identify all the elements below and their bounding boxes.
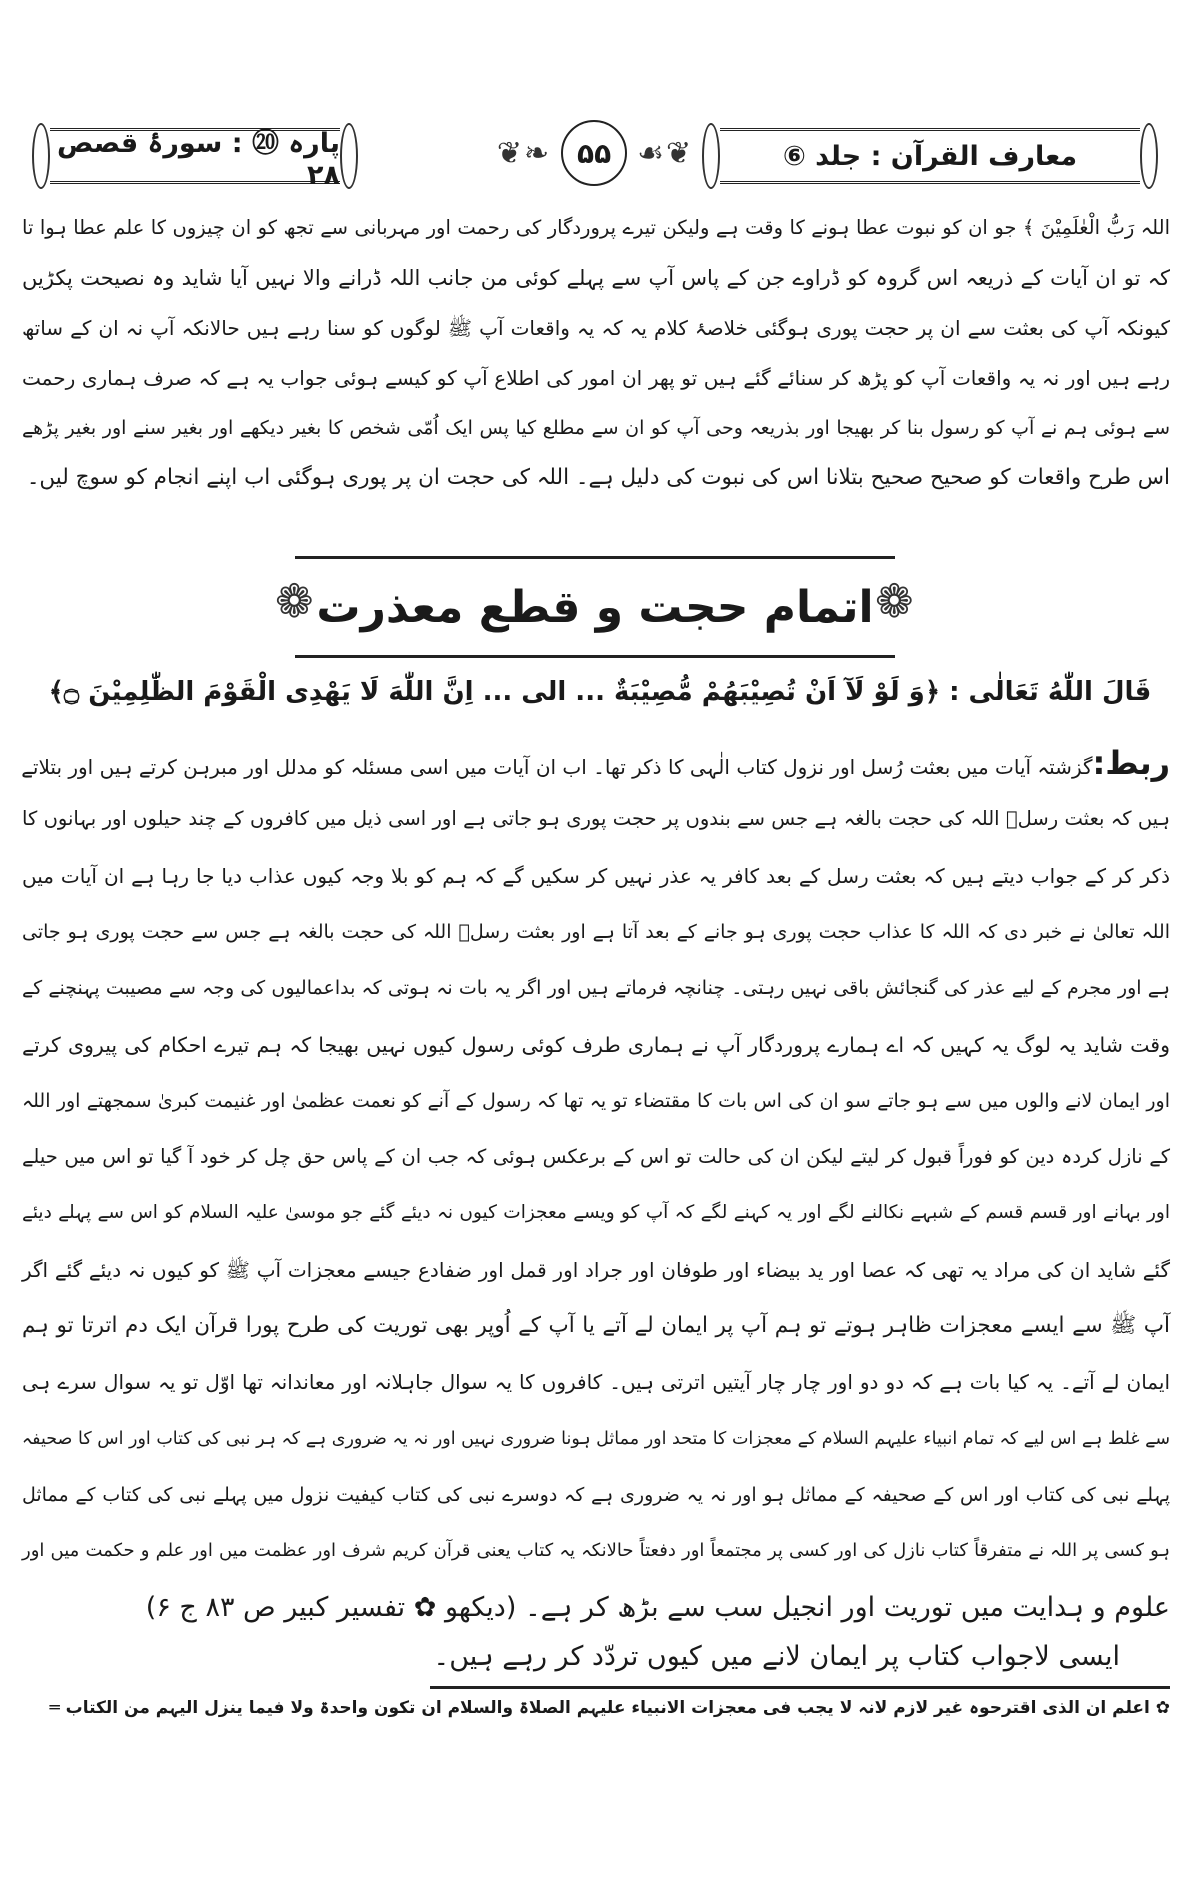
text-line: اور ایمان لانے والوں میں سے ہو جاتے سو ان کی اس بات کا مقتضاء تو یہ تھا کہ رسول کے آنے کو نعمت عظمیٰ اور غنیمت کبریٰ سمجھتے اور اللہ [22, 1089, 1170, 1112]
text-line [22, 743, 1170, 783]
book-title: معارف القرآن : جلد ⑥ [782, 140, 1078, 172]
text-line: رہے ہیں اور نہ یہ واقعات آپ کو پڑھ کر سنائے گئے ہیں تو پھر ان امور کی اطلاع آپ کو کیسے ہوئی جواب یہ ہے کہ صرف ہماری رحمت [22, 366, 1170, 390]
section-title: اتمام حجت و قطع معذرت [316, 581, 874, 633]
footnote-separator [430, 1686, 1170, 1689]
text-line: ہیں کہ بعثت رسلؑ اللہ کی حجت بالغہ ہے جس سے بندوں پر حجت پوری ہو جاتی ہے اور اسی ذیل میں کافروں کے چند حیلوں اور بہانوں کا [22, 807, 1170, 831]
text-line: گئے شاید ان کی مراد یہ تھی کہ عصا اور ید بیضاء اور طوفان اور جراد اور قمل اور ضفادع جیسے معجزات آپ ﷺ کو کیوں نہ دیئے گئے اگر [22, 1257, 1170, 1282]
text-line: آپ ﷺ سے ایسے معجزات ظاہر ہوتے تو ہم آپ پر ایمان لے آتے یا آپ کے اُوپر بھی توریت کی طرح پورا قرآن ایک دم اترتا تو ہم [22, 1313, 1170, 1338]
flower-ornament-icon: ❁ [275, 574, 314, 628]
text-line-content: گزشتہ آیات میں بعثت رُسل اور نزول کتاب الٰہی کا ذکر تھا۔ اب ان آیات میں اسی مسئلہ کو مدلل اور مبرہن کرتے ہیں اور بتلاتے [21, 755, 1093, 779]
text-line: سے ہوئی ہم نے آپ کو رسول بنا کر بھیجا اور بذریعہ وحی آپ کو ان سے مطلع کیا پس ایک اُمّی شخص کا بغیر دیکھے اور بغیر سنے اور بغیر پڑھے [22, 417, 1170, 439]
footnote: ✿ اعلم ان الذی اقترحوہ غیر لازم لانہ لا یجب فی معجزات الانبیاء علیہم الصلاۃ والسلام ان تکون واحدۃ ولا فیما ینزل الیہم من الکتاب ═ [49, 1698, 1170, 1718]
text-line: ہو کسی پر اللہ نے متفرقاً کتاب نازل کی اور کسی پر مجتمعاً اور دفعتاً حالانکہ یہ کتاب یعنی قرآن کریم شرف اور عظمت میں اور علم و حکمت میں اور [22, 1540, 1170, 1562]
ornament-icon: ❦❧ [496, 135, 552, 171]
page-number-ornament [445, 118, 745, 188]
text-line: اس طرح واقعات کو صحیح صحیح بتلانا اس کی نبوت کی دلیل ہے۔ اللہ کی حجت ان پر پوری ہوگئی اب اپنے انجام کو سوچ لیں۔ [26, 465, 1170, 490]
text-line: کے نازل کردہ دین کو فوراً قبول کر لیتے لیکن ان کی حالت تو اس کے برعکس ہوئی کہ جب ان کے پاس حق چل کر خود آ گیا تو اس میں حیلے [22, 1145, 1170, 1169]
text-line: سے غلط ہے اس لیے کہ تمام انبیاء علیہم السلام کے معجزات کا متحد اور مماثل ہونا ضروری نہیں اور نہ یہ ضروری ہے کہ ہر نبی کی کتاب اور اس کا صحیفہ [21, 1428, 1170, 1449]
quran-verse: قَالَ اللّٰهُ تَعَالٰی : ﴿وَ لَوْ لَآ اَنْ تُصِیْبَهُمْ مُّصِیْبَةٌ ... الی ... اِنَّ اللّٰهَ لَا یَهْدِی الْقَوْمَ الظّٰلِمِیْنَ ۝﴾ [48, 677, 1152, 707]
text-line: پہلے نبی کی کتاب اور اس کے صحیفہ کے مماثل ہو اور نہ یہ ضروری ہے کہ دوسرے نبی کی کتاب کیفیت نزول میں پہلے نبی کی کتاب کے مماثل [22, 1483, 1170, 1506]
closing-line: ایسی لاجواب کتاب پر ایمان لانے میں کیوں تردّد کر رہے ہیں۔ [433, 1641, 1120, 1672]
book-title-header [720, 128, 1140, 184]
text-line: اللہ تعالیٰ نے خبر دی کہ اللہ کا عذاب حجت پوری ہو جانے کے بعد آتا ہے اور بعثت رسلؑ اللہ کی حجت بالغہ ہے جس سے حجت پوری ہو جاتی [22, 920, 1170, 943]
text-line: ذکر کر کے جواب دیتے ہیں کہ بعثت رسل کے بعد کافر یہ عذر نہیں کر سکیں گے کہ ہم کو بلا وجہ کیوں عذاب دیا جا رہا ہے ان آیات میں [22, 863, 1170, 888]
ornament-icon: ☙❦ [637, 135, 694, 171]
rabt-label: ربط: [1092, 744, 1170, 782]
text-line: ہے اور مجرم کے لیے عذر کی گنجائش باقی نہیں رہتی۔ چنانچہ فرماتے ہیں اور اگر یہ بات نہ ہوتی کہ بداعمالیوں کی وجہ سے مصیبت پہنچنے کے [22, 977, 1170, 1000]
para-surah: پارہ ⑳ : سورۂ قصص ۲۸ [57, 128, 340, 191]
para-surah-header [50, 128, 340, 191]
text-line: اور بہانے اور قسم قسم کے شبہے نکالنے لگے اور یہ کہنے لگے کہ آپ کو ویسے معجزات کیوں نہ دیئے گئے جو موسیٰ علیہ السلام کو اس سے پہلے دیئے [22, 1202, 1170, 1224]
text-line: اللہ رَبُّ الْعٰلَمِیْنَ ﴾ جو ان کو نبوت عطا ہونے کا وقت ہے ولیکن تیرے پروردگار کی رحمت اور مہربانی سے تجھ کو ان چیزوں کا علم عطا ہوا تا [22, 216, 1170, 239]
text-line: وقت شاید یہ لوگ یہ کہیں کہ اے ہمارے پروردگار آپ نے ہماری طرف کوئی رسول کیوں نہیں بھیجا کہ ہم تیرے احکام کی پیروی کرتے [22, 1032, 1170, 1057]
text-line: کیونکہ آپ کی بعثت سے ان پر حجت پوری ہوگئی خلاصۂ کلام یہ کہ یہ واقعات آپ ﷺ لوگوں کو سنا رہے ہیں حالانکہ آپ نہ ان کے ساتھ [22, 316, 1170, 340]
text-line: کہ تو ان آیات کے ذریعہ اس گروہ کو ڈراوے جن کے پاس آپ سے پہلے کوئی من جانب اللہ ڈرانے والا نہیں آیا شاید وہ نصیحت پکڑیں [22, 266, 1170, 290]
flower-ornament-icon: ❁ [875, 574, 914, 628]
section-title-box [295, 556, 895, 658]
text-line: علوم و ہدایت میں توریت اور انجیل سب سے بڑھ کر ہے۔ (دیکھو ✿ تفسیر کبیر ص ۸۳ ج ۶) [145, 1591, 1170, 1623]
page-number: ۵۵ [561, 120, 627, 186]
text-line: ایمان لے آتے۔ یہ کیا بات ہے کہ دو دو اور چار چار آیتیں اترتی ہیں۔ کافروں کا یہ سوال جاہلانہ اور معاندانہ تھا اوّل تو یہ سوال سرے ہی [22, 1370, 1170, 1395]
